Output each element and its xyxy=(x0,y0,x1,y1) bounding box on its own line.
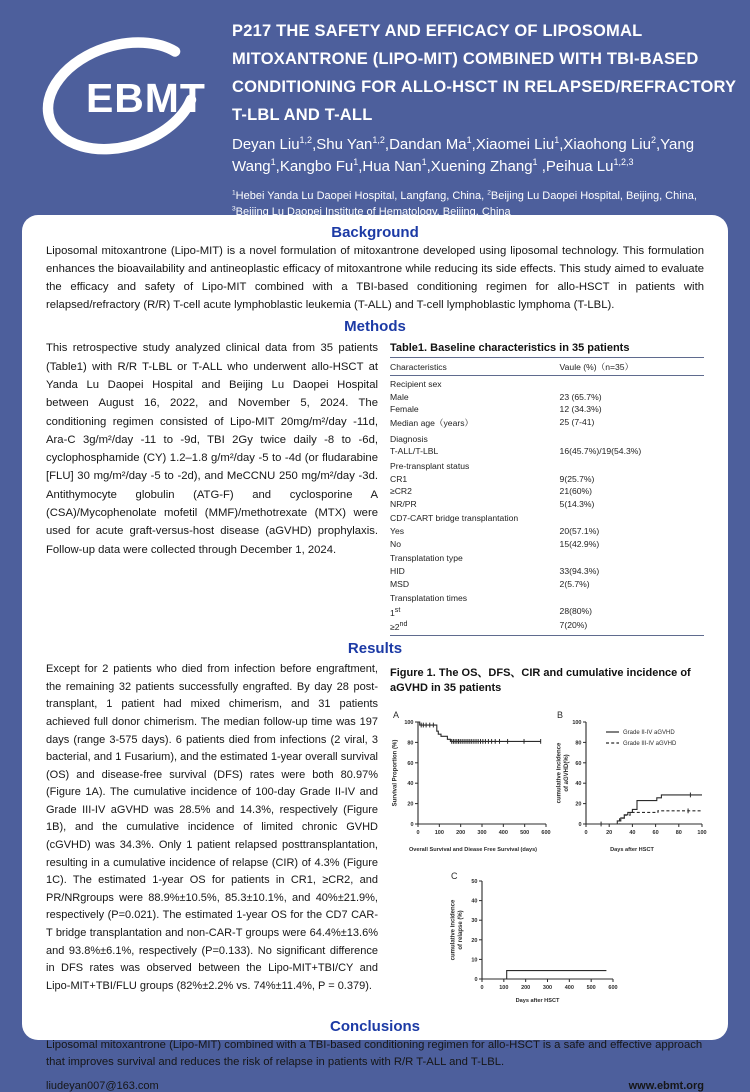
tick-label: 40 xyxy=(407,781,414,788)
row-value xyxy=(560,590,704,605)
row-value: 7(20%) xyxy=(560,619,704,636)
y-axis-label: of aGVHD(%) xyxy=(564,754,570,792)
table-row xyxy=(390,403,704,416)
baseline-characteristics-table xyxy=(390,357,704,636)
tick-label: 300 xyxy=(477,829,487,836)
table-group-row xyxy=(390,550,704,565)
tick-label: 600 xyxy=(541,829,551,836)
tick-label: 0 xyxy=(474,976,478,983)
tick-label: 80 xyxy=(407,740,414,747)
row-value: 15(42.9%) xyxy=(559,538,600,549)
table-row xyxy=(390,577,704,590)
table-row xyxy=(390,498,704,511)
tick-label: 300 xyxy=(542,984,553,991)
row-value: 25 (7-41) xyxy=(559,417,595,428)
results-columns xyxy=(46,659,707,1014)
series-line xyxy=(482,970,606,978)
tick-label: 10 xyxy=(471,957,478,964)
y-axis-label: cumulative incidence xyxy=(450,899,457,961)
tick-label: 0 xyxy=(480,984,484,991)
x-axis-label: Days after HSCT xyxy=(610,846,654,853)
legend-label: Grade II-IV aGVHD xyxy=(623,729,675,736)
series-line xyxy=(418,722,541,741)
tick-label: 40 xyxy=(629,829,636,836)
row-label: Transplatation type xyxy=(390,553,463,564)
table-row xyxy=(390,525,704,538)
table-row xyxy=(390,416,704,431)
x-axis-label: Days after HSCT xyxy=(515,997,560,1004)
row-value xyxy=(560,458,704,473)
row-label: ≥2nd xyxy=(390,619,560,636)
panel-letter: C xyxy=(451,870,458,881)
row-label: Transplatation times xyxy=(390,593,468,604)
row-label: HID xyxy=(390,565,405,576)
tick-label: 500 xyxy=(520,829,530,836)
table-group-row xyxy=(390,430,704,445)
table-col-characteristics: Characteristics xyxy=(390,358,560,376)
row-value xyxy=(560,430,704,445)
row-label: CD7-CART bridge transplantation xyxy=(390,513,519,524)
table-group-row xyxy=(390,458,704,473)
tick-label: 60 xyxy=(652,829,659,836)
tick-label: 60 xyxy=(407,760,414,767)
row-value xyxy=(560,550,704,565)
row-label: MSD xyxy=(390,578,410,589)
chart-panel-a xyxy=(390,706,552,858)
tick-label: 20 xyxy=(471,937,478,944)
row-value: 2(5.7%) xyxy=(559,578,590,589)
row-label: ≥CR2 xyxy=(390,486,412,497)
tick-label: 0 xyxy=(584,829,588,836)
row-value: 12 (34.3%) xyxy=(559,404,602,415)
ebmt-logo xyxy=(26,10,232,215)
poster-header xyxy=(0,0,750,219)
panel-letter: B xyxy=(557,709,564,720)
row-value: 21(60%) xyxy=(559,486,593,497)
row-label: Median age（years） xyxy=(390,418,474,429)
table1-block xyxy=(390,337,704,636)
ebmt-logo-swoosh-icon xyxy=(26,10,226,195)
content-card xyxy=(22,215,728,1092)
table-row xyxy=(390,472,704,485)
ebmt-logo-text: EBMT xyxy=(86,75,206,122)
section-heading-conclusions: Conclusions xyxy=(329,1017,420,1035)
table-row xyxy=(390,565,704,578)
row-value xyxy=(560,510,704,525)
contact-email: liudeyan007@163.com xyxy=(46,1079,159,1092)
ebmt-website: www.ebmt.org xyxy=(628,1079,704,1092)
row-value: 9(25.7%) xyxy=(559,473,595,484)
card-footer xyxy=(46,1080,704,1092)
row-label: Pre-transplant status xyxy=(390,461,470,472)
row-label: NR/PR xyxy=(390,498,417,509)
table-group-row xyxy=(390,590,704,605)
methods-text: This retrospective study analyzed clinical data from 35 patients (Table1) with R/R T-LBL or T-ALL who underwent allo-HSCT at Yanda Lu Daopei Hospital and Beijing Lu Daopei Hospital between August 16, 2022, and November 5, 2024. The conditioning regimen consisted of Lipo-MIT 20mg/m²/day -11d, Ara-C 3g/m²/day -11 to -9d, TBI 2Gy twice daily -8 to -6d, cyclophosphamide (CY) 1.2–1.8 g/m²/day -5 to -4d (or fludarabine [FLU] 30 mg/m²/day -5 to -2d), and MeCCNU 250 mg/m²/day -3d. Antithymocyte globulin (ATG-F) and cyclosporine A (CSA)/Mycophenolate mofetil (MMF)/methotrexate (MTX) were used for acute graft-versus-host disease (aGVHD) prophylaxis. Follow-up data were collected through December 1, 2024. xyxy=(46,342,378,556)
tick-label: 60 xyxy=(575,760,582,767)
tick-label: 20 xyxy=(575,801,582,808)
tick-label: 400 xyxy=(564,984,574,991)
tick-label: 400 xyxy=(498,829,508,836)
panel-letter: A xyxy=(393,709,400,720)
tick-label: 80 xyxy=(575,740,582,747)
row-label: 1st xyxy=(390,605,401,618)
section-heading-background: Background xyxy=(331,224,419,241)
tick-label: 0 xyxy=(410,821,414,828)
chart-panel-c xyxy=(448,867,623,1009)
row-label: Female xyxy=(390,404,419,415)
table1-title: Table1. Baseline characteristics in 35 patients xyxy=(390,342,630,355)
legend-label: Grade III-IV aGVHD xyxy=(623,740,677,747)
table-row xyxy=(390,605,704,619)
header-text-block xyxy=(232,10,736,219)
row-label: Male xyxy=(390,391,409,402)
table-header-row xyxy=(390,358,704,376)
row-value: 23 (65.7%) xyxy=(559,391,602,402)
row-value: 20(57.1%) xyxy=(559,526,600,537)
results-text: Except for 2 patients who died from infection before engraftment, the remaining 32 patients successfully engrafted. By day 28 post-transplant, 1 patient had mixed chimerism, and 31 patients achieved full donor chimerism. The median follow-up time was 197 days (range 3-575 days). 6 patients died from infections (2 viral, 3 bacterial, and 1 Fusarium), and the estimated 1-year overall survival (OS) and disease-free survival (DFS) rates were both 80.97% (Figure 1A). The cumulative incidence of 100-day Grade II-IV and Grade III-IV aGVHD was 28.5% and 14.3%, respectively (Figure 1B), and the cumulative incidence of limited chronic GVHD (cGVHD) was 34.3%. Only 1 patient relapsed posttransplantation, resulting in a cumulative incidence of relapse (CIR) of 4.3% (Figure 1C). The estimated 1-year OS for patients in CR1, ≥CR2, and PR/NRgroups were 88.9%±10.5%, 85.3±10.1%, and 40%±21.9%, respectively (P=0.021). The estimated 1-year OS for the CD7 CAR-T bridge transplantation and non-CAR-T groups were 64.4%±13.6% and 93.8%±6.1%, respectively (P=0.133). No significant difference in DFS rates was observed between the Lipo-MIT+TBI/CY and Lipo-MIT+TBI/FLU groups (82%±2.2% vs. 74%±11.4%, P = 0.379). xyxy=(46,663,378,992)
row-value: 28(80%) xyxy=(559,605,593,616)
chart-panel-b xyxy=(554,706,706,858)
row-label: CR1 xyxy=(390,473,408,484)
tick-label: 100 xyxy=(697,829,707,836)
tick-label: 50 xyxy=(471,878,478,885)
row-value: 5(14.3%) xyxy=(559,498,595,509)
tick-label: 100 xyxy=(499,984,509,991)
figure1-panel-c xyxy=(448,867,704,1014)
table-group-row xyxy=(390,375,704,390)
tick-label: 100 xyxy=(404,719,414,726)
tick-label: 0 xyxy=(416,829,420,836)
section-heading-results: Results xyxy=(347,640,403,658)
row-value: 16(45.7%)/19(54.3%) xyxy=(559,446,642,457)
row-value xyxy=(560,375,704,390)
tick-label: 40 xyxy=(575,781,582,788)
methods-columns xyxy=(46,337,704,636)
series-line xyxy=(586,811,702,824)
tick-label: 600 xyxy=(608,984,618,991)
y-axis-label: Survival Proportion (%) xyxy=(392,739,399,807)
tick-label: 200 xyxy=(456,829,466,836)
row-label: T-ALL/T-LBL xyxy=(390,446,439,457)
y-axis-label: cumulative incidence xyxy=(556,742,563,804)
x-axis-label: Overall Survival and Diease Free Survival (days) xyxy=(408,846,538,853)
tick-label: 100 xyxy=(434,829,444,836)
row-label: No xyxy=(390,538,401,549)
row-label: Yes xyxy=(390,526,405,537)
row-label: Diagnosis xyxy=(390,433,428,444)
tick-label: 200 xyxy=(521,984,531,991)
table-row xyxy=(390,485,704,498)
tick-label: 20 xyxy=(606,829,613,836)
figure1-caption: Figure 1. The OS、DFS、CIR and cumulative incidence of aGVHD in 35 patients xyxy=(390,667,691,694)
section-heading-methods: Methods xyxy=(344,318,406,336)
conclusions-text: Liposomal mitoxantrone (Lipo-MIT) combined with a TBI-based conditioning regimen for allo-HSCT is a safe and effective approach that improves survival and reduces the risk of relapse in patients with R/R T-ALL and T-LBL. xyxy=(46,1038,703,1068)
affiliations-line: $^1$Hebei Yanda Lu Daopei Hospital, Langfang, China, $^2$Beijing Lu Daopei Hospital, Beijing, China, $^3$Beijing Lu Daopei Institute of Hematology, Beijing, China xyxy=(232,188,697,219)
table-row xyxy=(390,619,704,636)
tick-label: 80 xyxy=(675,829,682,836)
background-text: Liposomal mitoxantrone (Lipo-MIT) is a novel formulation of mitoxantrone developed using liposomal technology. This formulation enhances the bioavailability and antineoplastic efficacy of mitoxantrone while reducing its side effects. This study aimed to evaluate the efficacy and safety of Lipo-MIT combined with a TBI-based conditioning regimen for allo-HSCT in patients with relapsed/refractory (R/R) T-cell acute lymphoblastic leukemia (T-ALL) and T-cell lymphoblastic lymphoma (T-LBL). xyxy=(46,245,704,311)
series-line xyxy=(586,795,702,824)
tick-label: 40 xyxy=(471,898,478,905)
row-value: 33(94.3%) xyxy=(559,565,600,576)
poster-title: P217 THE SAFETY AND EFFICACY OF LIPOSOMAL MITOXANTRONE (LIPO-MIT) COMBINED WITH TBI-BASED CONDITIONING FOR ALLO-HSCT IN RELAPSED/REFRACTORY T-LBL AND T-ALL xyxy=(232,22,736,125)
table-col-value: Vaule (%)（n=35） xyxy=(560,358,704,376)
table-row xyxy=(390,391,704,404)
figure1-row-ab xyxy=(390,706,707,863)
table-row xyxy=(390,445,704,458)
tick-label: 100 xyxy=(572,719,582,726)
figure1-block xyxy=(390,659,707,1014)
authors-line: Deyan Liu$^{1,2}$,Shu Yan$^{1,2}$,Dandan Ma$^1$,Xiaomei Liu$^1$,Xiaohong Liu$^2$,Yang Wang$^1$,Kangbo Fu$^1$,Hua Nan$^1$,Xuening Zhang$^1$ ,Peihua Lu$^{1,2,3}$ xyxy=(232,135,695,176)
tick-label: 500 xyxy=(586,984,596,991)
row-label: Recipient sex xyxy=(390,379,442,390)
table-group-row xyxy=(390,510,704,525)
tick-label: 30 xyxy=(471,918,478,925)
tick-label: 20 xyxy=(407,801,414,808)
y-axis-label: of relapse (%) xyxy=(458,910,464,950)
figure1-panel-a xyxy=(390,706,552,863)
figure1-panel-b xyxy=(554,706,706,863)
tick-label: 0 xyxy=(578,821,582,828)
table-row xyxy=(390,537,704,550)
